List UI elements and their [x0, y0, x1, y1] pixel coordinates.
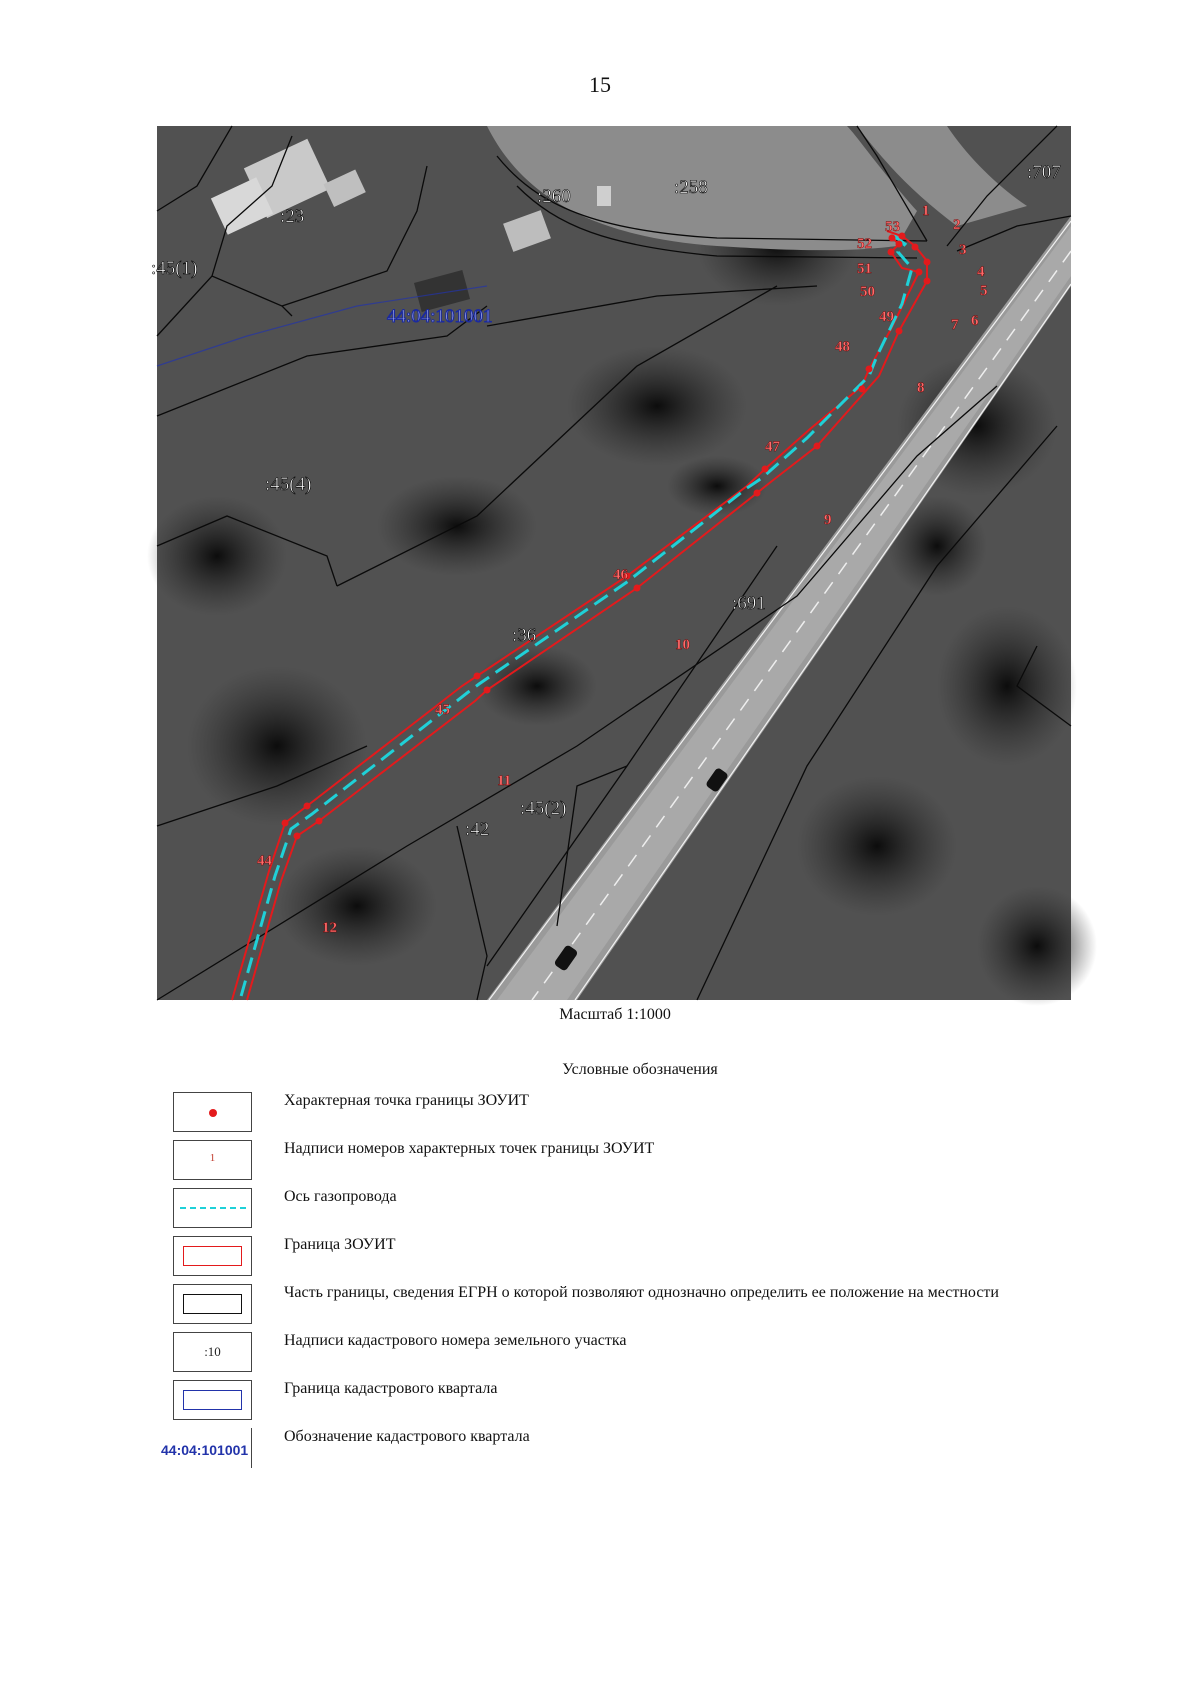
legend-text: Граница ЗОУИТ	[284, 1236, 396, 1253]
point-number-label: 6	[971, 313, 979, 329]
parcel-label: :45(1)	[151, 258, 198, 279]
point-number-label: 5	[980, 283, 988, 299]
red-dot-icon	[209, 1109, 217, 1117]
boundary-point	[316, 818, 323, 825]
red-rectangle-icon	[183, 1246, 242, 1266]
aerial-map	[151, 126, 1071, 1000]
boundary-point	[896, 241, 903, 248]
quarter-label-sample: 44:04:101001	[161, 1442, 249, 1458]
point-number-label: 4	[977, 264, 985, 280]
dashed-line-icon	[180, 1207, 246, 1209]
point-number-label: 12	[322, 920, 337, 936]
legend-symbol	[173, 1284, 252, 1324]
parcel-label: :42	[465, 819, 490, 840]
legend-symbol	[173, 1236, 252, 1276]
parcel-label: :260	[537, 186, 571, 207]
parcel-label: :23	[280, 206, 305, 227]
point-number-label: 45	[435, 702, 450, 718]
point-number-label: 49	[879, 309, 894, 325]
boundary-point	[484, 687, 491, 694]
point-number-label: 2	[953, 217, 961, 233]
legend-symbol	[173, 1188, 252, 1228]
legend-text: Ось газопровода	[284, 1188, 397, 1205]
boundary-point	[866, 366, 873, 373]
legend-item-zouit-boundary	[170, 1234, 1070, 1282]
legend-item-quarter-boundary	[170, 1378, 1070, 1426]
point-number-label: 48	[835, 339, 850, 355]
boundary-point	[754, 490, 761, 497]
point-number-label: 9	[824, 512, 832, 528]
legend-symbol	[173, 1332, 252, 1372]
legend-item-point-number	[170, 1138, 1070, 1186]
parcel-label: :691	[732, 593, 766, 614]
point-number-label: 3	[959, 242, 967, 258]
legend-text: Обозначение кадастрового квартала	[284, 1428, 530, 1445]
boundary-point	[916, 269, 923, 276]
cadastral-number-sample: :10	[204, 1344, 221, 1359]
legend-text: Надписи кадастрового номера земельного участка	[284, 1332, 627, 1349]
legend-text: Граница кадастрового квартала	[284, 1380, 498, 1397]
boundary-point	[888, 249, 895, 256]
boundary-point	[924, 278, 931, 285]
scale-caption: Масштаб 1:1000	[559, 1006, 671, 1023]
legend-title: Условные обозначения	[562, 1061, 718, 1078]
boundary-point	[474, 673, 481, 680]
parcel-label: :36	[512, 625, 537, 646]
point-number-label: 8	[917, 380, 925, 396]
point-number-label: 11	[497, 773, 512, 789]
legend-symbol	[161, 1428, 252, 1468]
boundary-point	[304, 803, 311, 810]
quarter-label: 44:04:101001	[387, 306, 493, 327]
legend-item-cadastral-number	[170, 1330, 1070, 1378]
parcel-label: :258	[674, 177, 708, 198]
point-number-label: 51	[857, 261, 872, 277]
parcel-label: :707	[1027, 162, 1061, 183]
blue-rectangle-icon	[183, 1390, 242, 1410]
legend-item-point	[170, 1090, 1070, 1138]
point-number-label: 46	[613, 567, 628, 583]
point-number-label: 53	[885, 219, 900, 235]
boundary-point	[896, 328, 903, 335]
boundary-point	[889, 235, 896, 242]
boundary-point	[294, 833, 301, 840]
legend-text: Характерная точка границы ЗОУИТ	[284, 1092, 529, 1109]
legend-item-quarter-label	[161, 1426, 1070, 1474]
point-number-label: 10	[675, 637, 690, 653]
boundary-point	[912, 244, 919, 251]
point-number-sample: 1	[209, 1152, 216, 1164]
boundary-point	[859, 386, 866, 393]
page-number: 15	[589, 72, 611, 97]
black-rectangle-icon	[183, 1294, 242, 1314]
legend	[161, 1090, 1070, 1474]
boundary-point	[814, 443, 821, 450]
point-number-label: 52	[857, 236, 872, 252]
legend-symbol	[173, 1380, 252, 1420]
boundary-point	[634, 585, 641, 592]
legend-symbol	[173, 1140, 252, 1180]
legend-item-gas-axis	[170, 1186, 1070, 1234]
parcel-label: :45(4)	[265, 474, 312, 495]
boundary-point	[762, 466, 769, 473]
legend-item-egrn-boundary	[170, 1282, 1070, 1330]
point-number-label: 1	[922, 203, 930, 219]
map-area[interactable]	[151, 126, 1071, 1000]
point-number-label: 50	[860, 284, 875, 300]
boundary-point	[282, 820, 289, 827]
legend-symbol	[173, 1092, 252, 1132]
point-number-label: 7	[951, 317, 959, 333]
boundary-point	[924, 259, 931, 266]
point-number-label: 44	[257, 853, 272, 869]
point-number-label: 47	[765, 439, 780, 455]
legend-text: Надписи номеров характерных точек границы ЗОУИТ	[284, 1140, 655, 1157]
parcel-label: :45(2)	[520, 798, 567, 819]
legend-text: Часть границы, сведения ЕГРН о которой позволяют однозначно определить ее положение на местности	[284, 1284, 999, 1301]
